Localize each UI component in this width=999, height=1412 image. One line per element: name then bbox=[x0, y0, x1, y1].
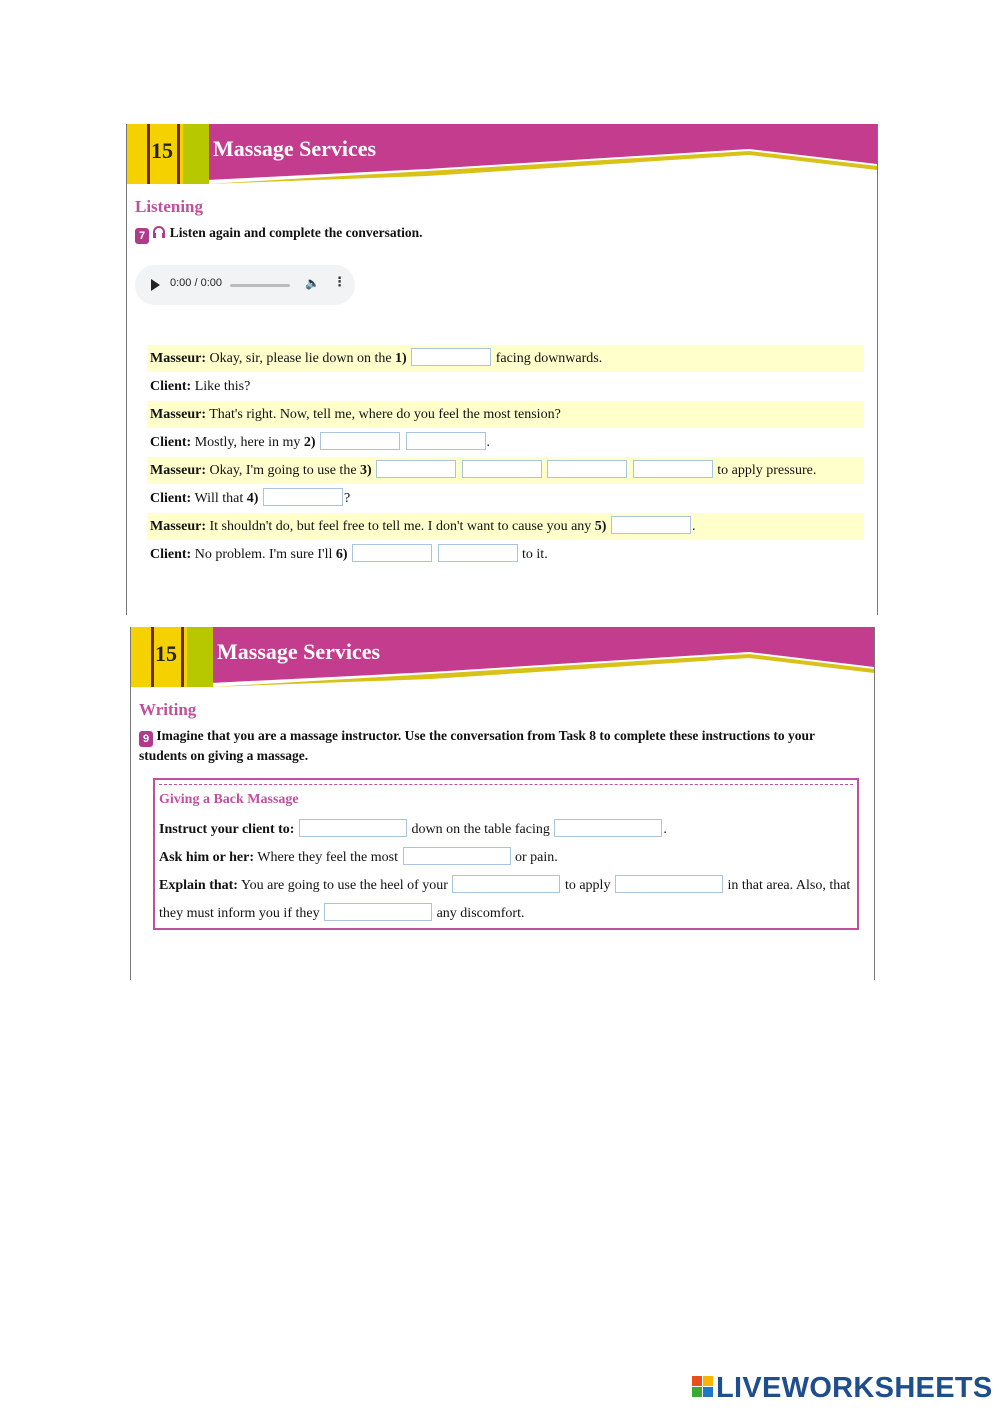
box-title: Giving a Back Massage bbox=[159, 792, 299, 807]
answer-blank-1[interactable] bbox=[411, 348, 491, 366]
conversation-line-6: Client: Will that 4) ? bbox=[147, 485, 864, 512]
answer-blank-3c[interactable] bbox=[547, 460, 627, 478]
task-number-badge: 7 bbox=[135, 228, 149, 244]
unit-title: Massage Services bbox=[213, 136, 377, 161]
dashed-divider bbox=[159, 784, 853, 785]
more-options-icon[interactable]: ⋮ bbox=[333, 275, 346, 290]
conversation-line-4: Client: Mostly, here in my 2) . bbox=[147, 429, 864, 456]
instructions-box bbox=[153, 778, 859, 930]
listening-panel bbox=[126, 124, 878, 615]
task-instruction: Listen again and complete the conversation. bbox=[169, 225, 423, 240]
liveworksheets-icon bbox=[692, 1376, 714, 1398]
instruction-line-2: Ask him or her: Where they feel the most or pain. bbox=[159, 844, 558, 871]
audio-player[interactable] bbox=[135, 265, 355, 305]
answer-blank-3d[interactable] bbox=[633, 460, 713, 478]
audio-time: 0:00 / 0:00 bbox=[170, 277, 222, 289]
answer-blank-6b[interactable] bbox=[438, 544, 518, 562]
brand-wordmark: LIVEWORKSHEETS bbox=[716, 1372, 993, 1404]
unit-title: Massage Services bbox=[217, 639, 381, 664]
conversation-line-2: Client: Like this? bbox=[150, 379, 251, 394]
section-title: Listening bbox=[135, 197, 204, 216]
conversation-line-3: Masseur: That's right. Now, tell me, where do you feel the most tension? bbox=[147, 401, 864, 428]
answer-blank-2b[interactable] bbox=[406, 432, 486, 450]
unit-number: 15 bbox=[155, 641, 177, 666]
headphones-icon bbox=[152, 225, 166, 239]
audio-progress-track[interactable] bbox=[230, 284, 290, 287]
writing-blank-3b[interactable] bbox=[615, 875, 723, 893]
conversation-line-1: Masseur: Okay, sir, please lie down on the 1) facing downwards. bbox=[147, 345, 864, 372]
section-title: Writing bbox=[139, 700, 197, 719]
conversation-line-8: Client: No problem. I'm sure I'll 6) to it. bbox=[147, 541, 864, 568]
writing-blank-2[interactable] bbox=[403, 847, 511, 865]
volume-icon[interactable]: 🔈 bbox=[305, 276, 320, 290]
unit-number: 15 bbox=[151, 138, 173, 163]
instruction-line-4: they must inform you if they any discomfort. bbox=[159, 900, 524, 927]
answer-blank-3a[interactable] bbox=[376, 460, 456, 478]
task-instruction-row bbox=[139, 727, 849, 764]
unit-banner bbox=[131, 627, 874, 687]
task-number-badge: 9 bbox=[139, 731, 153, 747]
answer-blank-5[interactable] bbox=[611, 516, 691, 534]
writing-panel bbox=[130, 627, 875, 980]
task-instruction: Imagine that you are a massage instructor. Use the conversation from Task 8 to complete these instructions to your students on giving a massage. bbox=[139, 728, 815, 763]
conversation-line-5: Masseur: Okay, I'm going to use the 3) to apply pressure. bbox=[147, 457, 864, 484]
writing-blank-1b[interactable] bbox=[554, 819, 662, 837]
writing-blank-3a[interactable] bbox=[452, 875, 560, 893]
answer-blank-2a[interactable] bbox=[320, 432, 400, 450]
play-icon[interactable] bbox=[151, 279, 160, 291]
writing-blank-1a[interactable] bbox=[299, 819, 407, 837]
answer-blank-3b[interactable] bbox=[462, 460, 542, 478]
answer-blank-4[interactable] bbox=[263, 488, 343, 506]
writing-blank-4[interactable] bbox=[324, 903, 432, 921]
conversation-line-7: Masseur: It shouldn't do, but feel free to tell me. I don't want to cause you any 5) . bbox=[147, 513, 864, 540]
answer-blank-6a[interactable] bbox=[352, 544, 432, 562]
task-instruction-row bbox=[135, 224, 423, 244]
unit-banner bbox=[127, 124, 877, 184]
instruction-line-3: Explain that: You are going to use the heel of your to apply in that area. Also, that bbox=[159, 872, 850, 899]
instruction-line-1: Instruct your client to: down on the table facing . bbox=[159, 816, 667, 843]
